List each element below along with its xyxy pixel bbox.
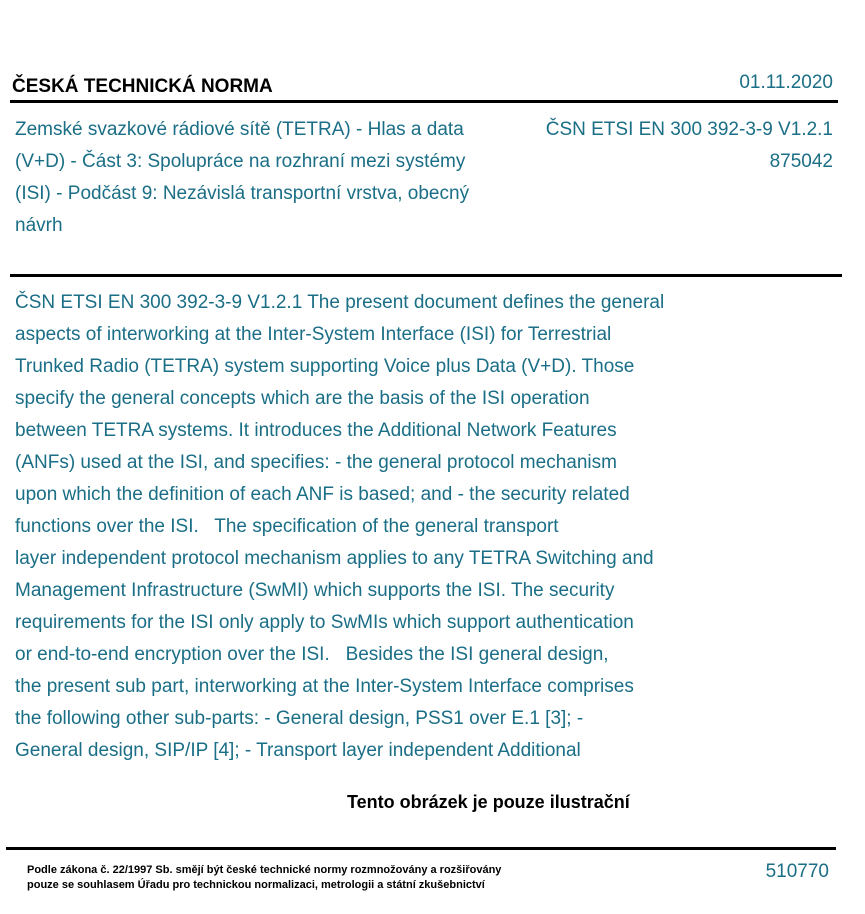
footer-divider: [6, 847, 836, 850]
abstract-line: aspects of interworking at the Inter-System Interface (ISI) for Terrestrial: [15, 324, 612, 345]
abstract-line: the following other sub-parts: - General design, PSS1 over E.1 [3]; -: [15, 708, 584, 729]
abstract-line: functions over the ISI. The specification of the general transport: [15, 516, 559, 537]
abstract-line: requirements for the ISI only apply to SwMIs which support authentication: [15, 612, 634, 633]
abstract-line: specify the general concepts which are the basis of the ISI operation: [15, 388, 590, 409]
abstract-line: layer independent protocol mechanism applies to any TETRA Switching and: [15, 548, 654, 569]
standard-identifier: [546, 114, 833, 178]
abstract-line: Trunked Radio (TETRA) system supporting Voice plus Data (V+D). Those: [15, 356, 635, 377]
abstract-line: the present sub part, interworking at the Inter-System Interface comprises: [15, 676, 634, 697]
legal-notice-line: pouze se souhlasem Úřadu pro technickou normalizaci, metrologii a státní zkušebnictví: [27, 879, 485, 891]
standard-number: 875042: [769, 151, 833, 172]
abstract-line: or end-to-end encryption over the ISI. Besides the ISI general design,: [15, 644, 609, 665]
abstract-line: upon which the definition of each ANF is based; and - the security related: [15, 484, 630, 505]
standard-title: Zemské svazkové rádiové sítě (TETRA) - Hlas a data (V+D) - Část 3: Spolupráce na rozhraní mezi systémy (ISI) - Podčást 9: Nezávislá transportní vrstva, obecný návrh: [15, 119, 470, 236]
abstract-line: between TETRA systems. It introduces the Additional Network Features: [15, 420, 617, 441]
page-title: ČESKÁ TECHNICKÁ NORMA: [12, 76, 273, 97]
header-divider: [10, 100, 838, 103]
publication-date: 01.11.2020: [739, 72, 833, 93]
abstract-text: [15, 287, 664, 767]
section-divider: [10, 274, 842, 277]
legal-notice: [27, 863, 501, 893]
abstract-line: ČSN ETSI EN 300 392-3-9 V1.2.1 The present document defines the general: [15, 292, 665, 313]
abstract-line: Management Infrastructure (SwMI) which supports the ISI. The security: [15, 580, 615, 601]
legal-notice-line: Podle zákona č. 22/1997 Sb. smějí být české technické normy rozmnožovány a rozšiřovány: [27, 864, 502, 876]
abstract-line: (ANFs) used at the ISI, and specifies: - the general protocol mechanism: [15, 452, 617, 473]
abstract-line: General design, SIP/IP [4]; - Transport layer independent Additional: [15, 740, 581, 761]
footer-code: 510770: [765, 861, 829, 882]
standard-code: ČSN ETSI EN 300 392-3-9 V1.2.1: [545, 119, 833, 140]
illustration-note: Tento obrázek je pouze ilustrační: [347, 792, 630, 812]
